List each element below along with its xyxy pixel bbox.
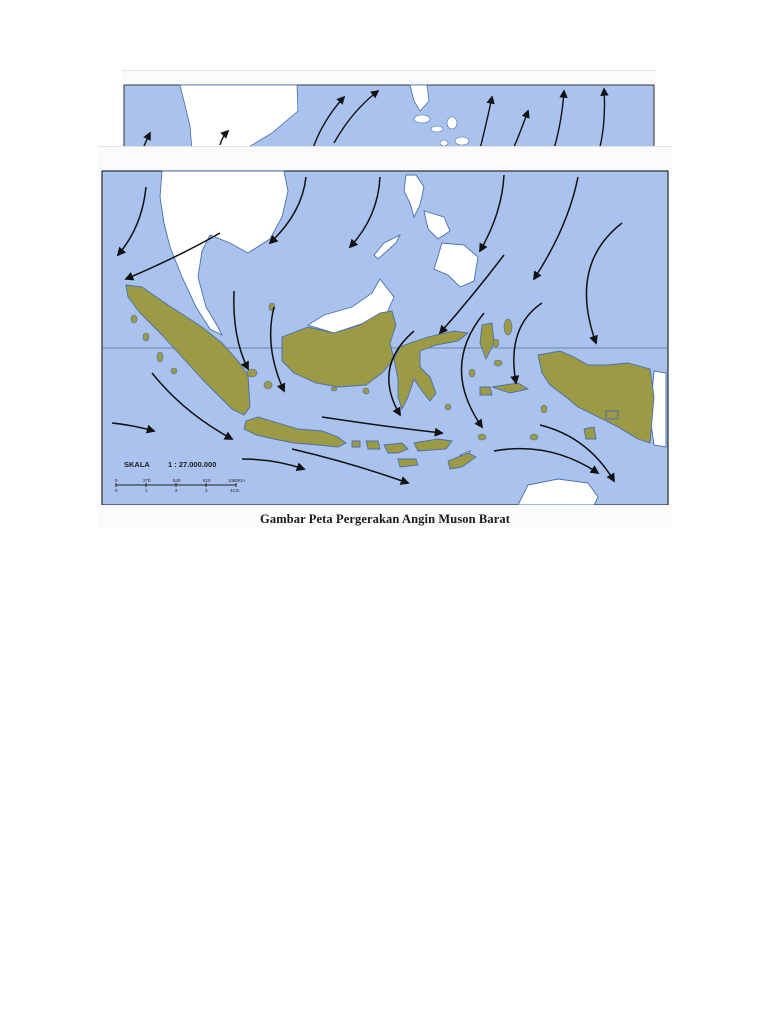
scale-km-tick: 270 <box>143 478 151 483</box>
scale-cm-tick: 0 <box>115 488 118 493</box>
islet <box>541 405 547 413</box>
islet <box>530 434 538 440</box>
map-panel <box>98 146 672 527</box>
partial-map-copy <box>122 70 656 151</box>
bali <box>352 441 360 447</box>
aru <box>584 427 596 439</box>
scale-ratio: 1 : 27.000.000 <box>168 460 217 469</box>
scale-km-tick: 810 <box>203 478 211 483</box>
scale-title: SKALA <box>124 460 150 469</box>
buru <box>480 387 492 395</box>
scale-cm-tick: 2 <box>175 488 178 493</box>
scale-km-tick: 1080Km <box>228 478 245 483</box>
kai <box>606 411 618 419</box>
islet <box>171 368 177 374</box>
islet <box>493 339 499 347</box>
islet <box>131 315 137 323</box>
islet <box>445 404 451 410</box>
islet <box>331 387 337 391</box>
islet <box>504 319 512 335</box>
islet <box>143 333 149 341</box>
islet <box>157 352 163 362</box>
islet <box>478 434 486 440</box>
islet <box>264 381 272 389</box>
scale-km-tick: 0 <box>115 478 118 483</box>
monsoon-map <box>98 147 672 527</box>
islet <box>247 369 257 377</box>
scale-cm-tick: 1 <box>145 488 148 493</box>
islet <box>363 388 369 394</box>
scale-km-tick: 540 <box>173 478 181 483</box>
islet <box>494 360 502 366</box>
scale-cm-tick: 4Cm <box>230 488 240 493</box>
partial-map-svg <box>122 71 656 151</box>
lombok <box>366 441 380 449</box>
map-caption: Gambar Peta Pergerakan Angin Muson Barat <box>260 512 510 526</box>
scale-cm-tick: 3 <box>205 488 208 493</box>
islet <box>469 369 475 377</box>
